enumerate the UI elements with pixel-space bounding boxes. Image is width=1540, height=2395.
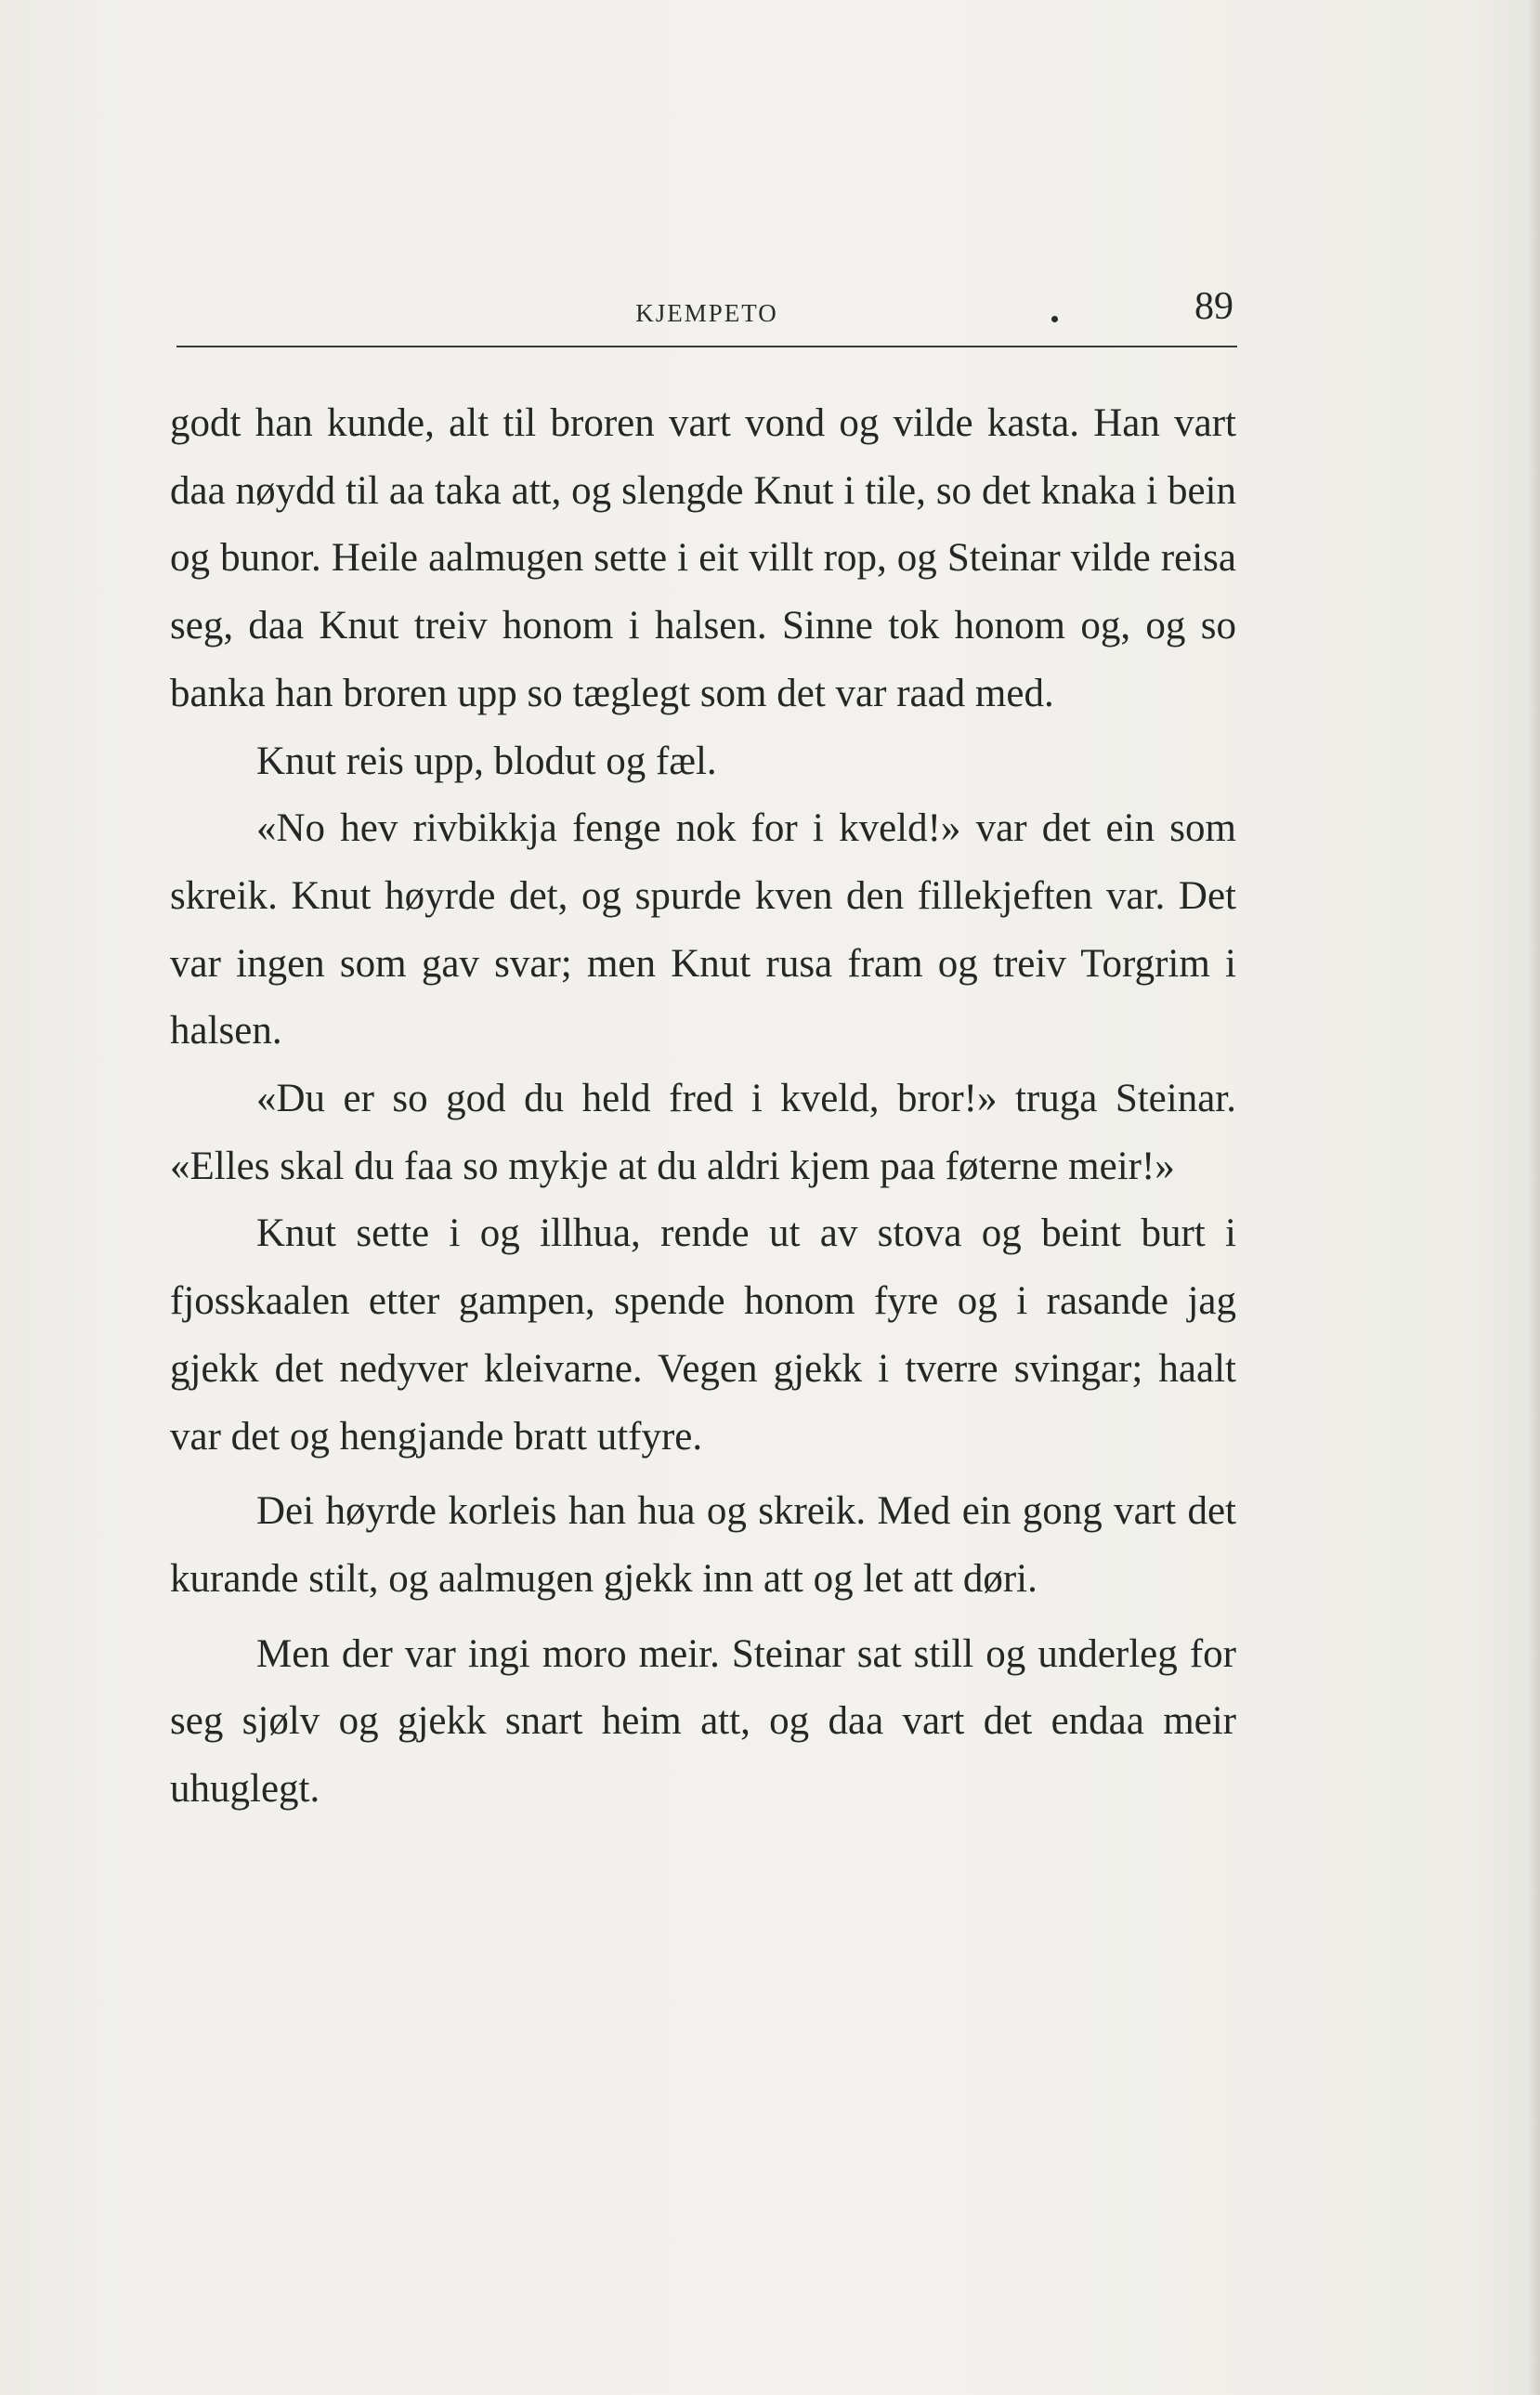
paragraph: Knut reis upp, blodut og fæl. [256,739,717,783]
header-title: KJEMPETO [635,299,778,327]
page-edge-shadow [1527,0,1540,2395]
header-dot [1051,316,1058,322]
header-rule [176,346,1237,347]
paragraph: Dei høyrde korleis han hua og skreik. Med ein gong vart det kurande stilt, og aalmugen gjekk inn att og let att døri. [170,1489,1236,1601]
paragraph: godt han kunde, alt til broren vart vond og vilde kasta. Han vart daa nøydd til aa taka att, og slengde Knut i tile, so det knaka i bein og bunor. Heile aalmugen sette i eit villt rop, og Steinar vilde reisa seg, daa Knut treiv honom i halsen. Sinne tok honom og, og so banka han broren upp so tæglegt som det var raad med. [170,401,1236,715]
running-header [176,279,1237,353]
paragraph: Men der var ingi moro meir. Steinar sat still og underleg for seg sjølv og gjekk snart heim att, og daa vart det endaa meir uhuglegt. [170,1631,1236,1812]
paragraph: «No hev rivbikkja fenge nok for i kveld!» var det ein som skreik. Knut høyrde det, og spurde kven den fillekjeften var. Det var ingen som gav svar; men Knut rusa fram og treiv Torgrim i halsen. [170,806,1236,1054]
paragraph: «Du er so god du held fred i kveld, bror!» truga Steinar. «Elles skal du faa so mykje at du aldri kjem paa føterne meir!» [170,1077,1236,1188]
paragraph: Knut sette i og illhua, rende ut av stova og beint burt i fjosskaalen etter gampen, spende honom fyre og i rasande jag gjekk det nedyver kleivarne. Vegen gjekk i tverre svingar; haalt var det og hengjande bratt utfyre. [170,1211,1236,1459]
page-number: 89 [1194,285,1233,328]
body-text [170,390,1236,1824]
